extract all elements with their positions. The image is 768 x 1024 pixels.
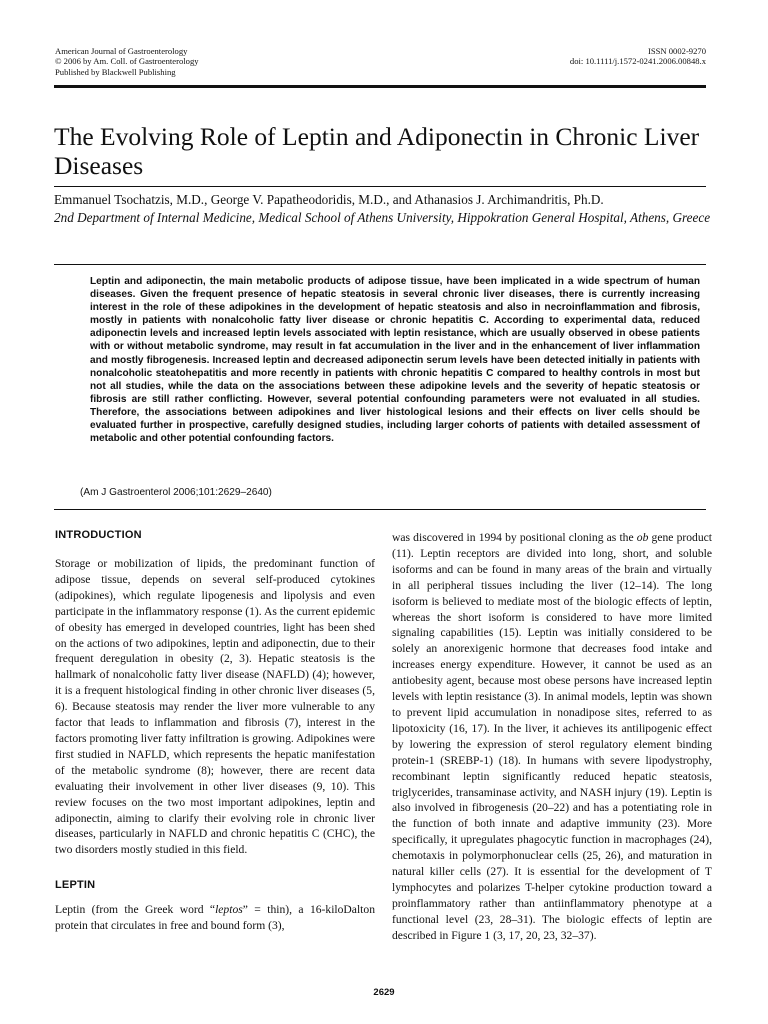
leptin-text-end: ” = thin), a 16-kiloDalton protein that circulates in free and bound form (3), <box>55 903 375 933</box>
journal-header-right <box>570 46 706 67</box>
leptin-continued-paragraph <box>392 530 712 944</box>
abstract-bottom-rule <box>54 509 706 510</box>
section-heading-leptin: LEPTIN <box>55 879 96 892</box>
doi-line: doi: 10.1111/j.1572-0241.2006.00848.x <box>569 56 706 67</box>
leptin-text-start: Leptin (from the Greek word “ <box>55 903 216 917</box>
body-column-right <box>392 530 712 944</box>
journal-header-left <box>55 46 199 77</box>
journal-name: American Journal of Gastroenterology <box>55 46 188 56</box>
publisher-line: Published by Blackwell Publishing <box>55 66 176 77</box>
leptin-paragraph <box>55 902 375 934</box>
body-column-left <box>55 528 375 934</box>
right-text-start: was discovered in 1994 by positional cloning as the <box>392 531 637 544</box>
author-list: Emmanuel Tsochatzis, M.D., George V. Papatheodoridis, M.D., and Athanasios J. Archimandritis, Ph.D. <box>54 192 604 207</box>
title-rule <box>54 186 706 187</box>
section-heading-introduction: INTRODUCTION <box>55 529 142 541</box>
leptos-word: leptos <box>215 903 243 917</box>
ob-gene-word: ob <box>636 531 649 544</box>
right-text-end: gene product (11). Leptin receptors are divided into long, short, and soluble isoforms and can be found in many areas of the brain and virtually in all peripheral tissues including the liver (12–14). The long isoform is believed to mediate most of the biologic effects of leptin, whereas the short isoform is considered to have more limited signaling capabilities (15). Leptin was initially considered to be solely an anorexigenic hormone that decreases food intake and increases energy expenditure. However, it cannot be used as an antiobesity agent, because most obese persons have increased leptin levels with leptin resistance (3). In animal models, leptin was shown to prevent lipid accumulation in nonadipose sites, referred to as lipotoxicity (16, 17). In the liver, it achieves its antilipogenic effect by lowering the expression of sterol regulatory element binding protein-1 (SREBP-1) (18). In humans with severe lipodystrophy, recombinant leptin significantly reduced hepatic steatosis, triglycerides, transaminase activity, and NASH injury (19). Leptin is also involved in fibrogenesis (20–22) and has a potentiating role in the function of both innate and adaptive immunity (23). More specifically, it upregulates phagocytic function in macrophages (24), chemotaxis in polymorphonuclear cells (25, 26), and maturation in natural killer cells (27). It is essential for the development of T lymphocytes and polarizes T-helper cytokine production toward a proinflammatory rather than antiinflammatory phenotype at a functional level (23, 28–31). The biologic effects of leptin are described in Figure 1 (3, 17, 20, 23, 32–37). <box>392 531 712 942</box>
page-number: 2629 <box>373 987 395 998</box>
citation-line: (Am J Gastroenterol 2006;101:2629–2640) <box>80 487 272 498</box>
author-affiliation: 2nd Department of Internal Medicine, Medical School of Athens University, Hippokration General Hospital, Athens, Greece <box>54 210 711 225</box>
abstract-top-rule <box>54 264 706 265</box>
article-title: The Evolving Role of Leptin and Adiponectin in Chronic Liver Diseases <box>54 122 700 180</box>
copyright-line: © 2006 by Am. Coll. of Gastroenterology <box>55 56 199 67</box>
issn-line: ISSN 0002-9270 <box>647 46 706 56</box>
introduction-paragraph: Storage or mobilization of lipids, the predominant function of adipose tissue, depends on several self-produced cytokines (adipokines), which regulate lipogenesis and lipolysis and even participate in the inflammatory response (1). As the current epidemic of obesity has emerged in developed countries, light has been shed on the actions of two adipokines, leptin and adiponectin, due to their frequent deregulation in obesity (2, 3). Hepatic steatosis is the hallmark of nonalcoholic fatty liver disease (NAFLD) (4); however, it is a frequent histological finding in other chronic liver diseases (5, 6). Because steatosis may render the liver more vulnerable to any factor that leads to inflammation and fibrosis (7), interest in the factors promoting liver fatty infiltration is growing. Adipokines were first studied in NAFLD, which represents the hepatic manifestation of the metabolic syndrome (8); however, there are recent data evaluating their involvement in other liver diseases (9, 10). This review focuses on the two most important adipokines, leptin and adiponectin, aiming to clarify their evolving role in chronic liver diseases, particularly in NAFLD and chronic hepatitis C (CHC), the two disorders mostly studied in this field. <box>55 557 376 857</box>
abstract-text: Leptin and adiponectin, the main metabolic products of adipose tissue, have been implicated in a wide spectrum of human diseases. Given the frequent presence of hepatic steatosis in several chronic liver diseases, there is currently increasing interest in the role of these adipokines in the development of hepatic steatosis and also in necroinflammation and fibrosis, mostly in patients with nonalcoholic fatty liver disease or chronic hepatitis C. According to experimental data, reduced adiponectin levels and increased leptin levels associated with leptin resistance, which are usually observed in obese patients with or without metabolic syndrome, may result in fat accumulation in the liver and in the enhancement of liver inflammation and mostly fibrogenesis. Increased leptin and decreased adiponectin serum levels have been detected initially in patients with nonalcoholic steatohepatitis and more recently in patients with chronic hepatitis C compared to healthy controls in most but not all studies, while the data on the associations between these adipokine levels and the severity of hepatic steatosis or fibrosis are still rather conflicting. However, several potential confounding parameters were not evaluated in all studies. Therefore, the associations between adipokines and liver histological lesions and their effects on liver cells should be evaluated further in prospective, carefully designed studies, including larger cohorts of patients with detailed assessment of metabolic and other potential confounding factors. <box>90 276 700 445</box>
header-rule <box>54 85 706 88</box>
